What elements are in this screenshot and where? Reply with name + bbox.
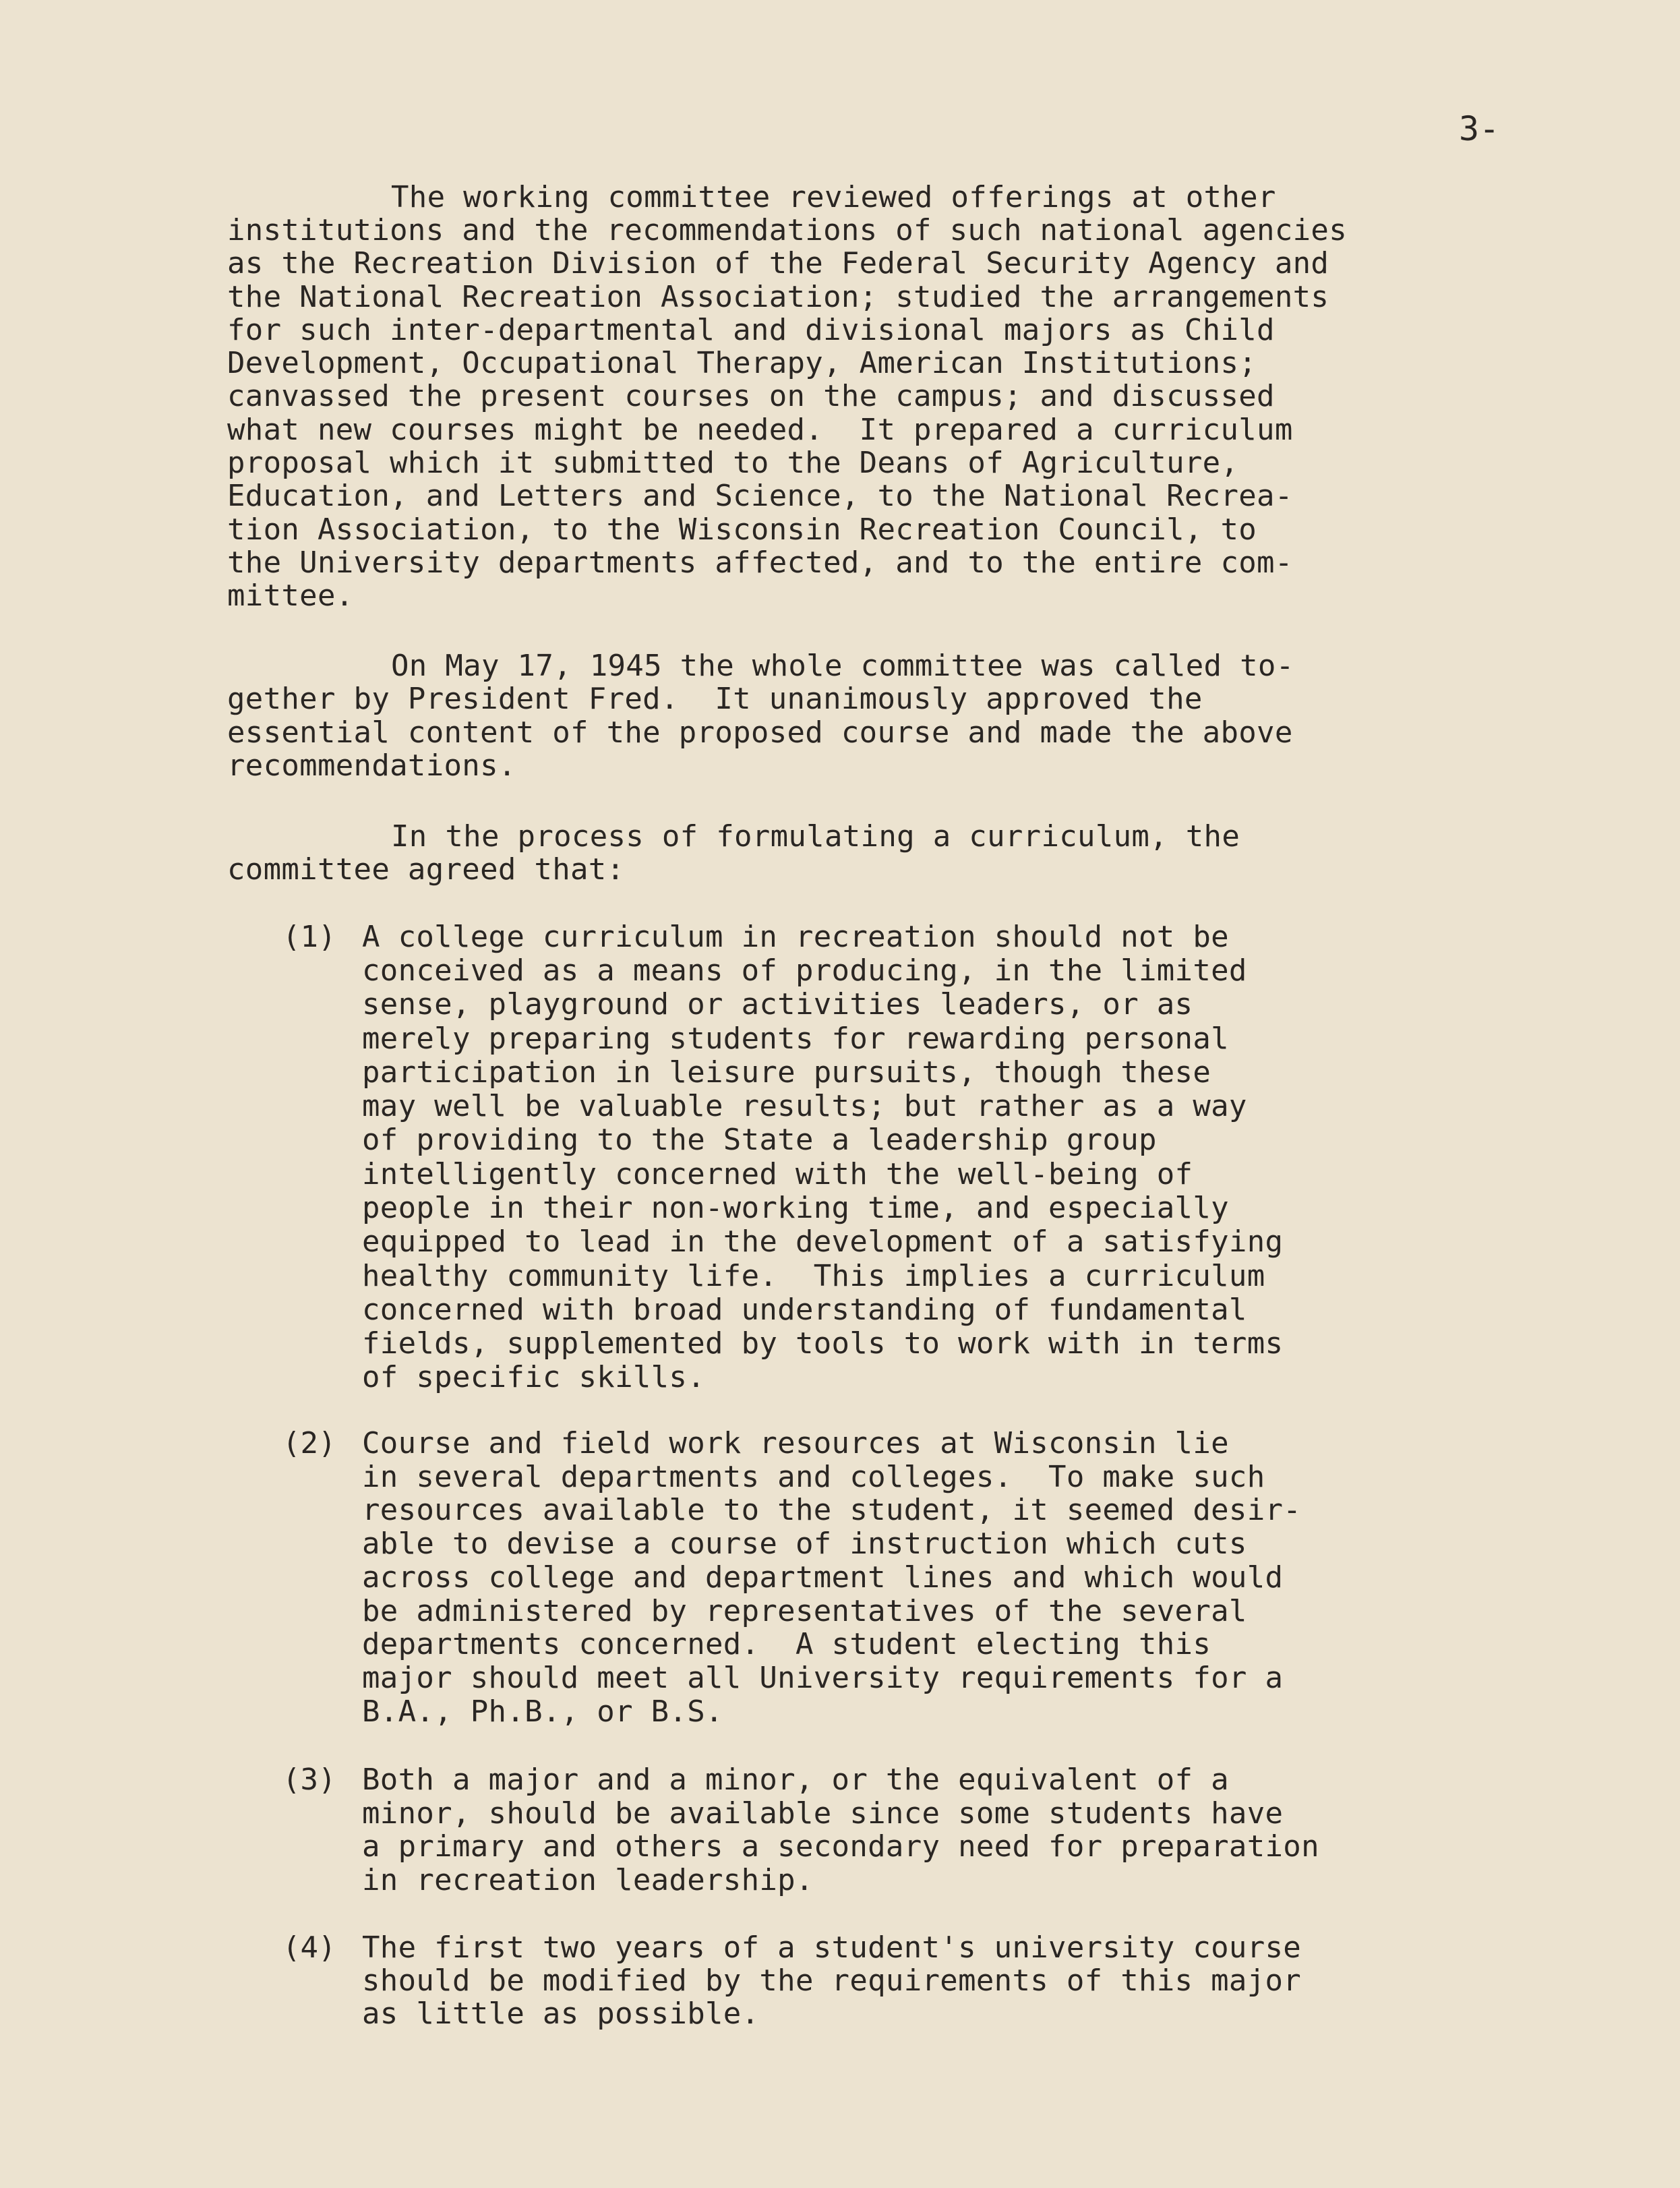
text-line: of specific skills. [362,1360,706,1394]
text-line: proposal which it submitted to the Deans of Agriculture, [227,446,1239,480]
text-line: tion Association, to the Wisconsin Recreation Council, to [227,512,1257,547]
text-line: a primary and others a secondary need for preparation [362,1829,1319,1864]
text-line: the National Recreation Association; studied the arrangements [227,280,1329,314]
text-line: The working committee reviewed offerings at other [391,180,1276,214]
text-line: institutions and the recommendations of such national agencies [227,213,1347,247]
text-line: committee agreed that: [227,852,625,887]
text-line: for such inter-departmental and divisional majors as Child [227,313,1275,347]
text-line: minor, should be available since some students have [362,1796,1284,1831]
text-line: Course and field work resources at Wisconsin lie [362,1426,1229,1460]
text-line: healthy community life. This implies a curriculum [362,1259,1265,1293]
text-line: able to devise a course of instruction which cuts [362,1527,1247,1561]
list-marker: (3) [282,1763,336,1797]
text-line: canvassed the present courses on the campus; and discussed [227,379,1275,413]
text-line: be administered by representatives of the several [362,1594,1247,1628]
list-marker: (4) [282,1930,336,1965]
text-line: intelligently concerned with the well-being of [362,1157,1193,1191]
text-line: Both a major and a minor, or the equivalent of a [362,1763,1229,1797]
text-line: the University departments affected, and to the entire com- [227,545,1293,580]
text-line: mittee. [227,579,354,613]
text-line: essential content of the proposed course and made the above [227,715,1293,750]
text-line: conceived as a means of producing, in the limited [362,953,1247,988]
list-marker: (2) [282,1426,336,1460]
text-line: fields, supplemented by tools to work with in terms [362,1326,1284,1361]
text-line: Education, and Letters and Science, to the National Recrea- [227,479,1293,513]
text-line: sense, playground or activities leaders, or as [362,987,1193,1022]
text-line: as the Recreation Division of the Federal Security Agency and [227,246,1329,280]
text-line: A college curriculum in recreation should not be [362,920,1229,954]
text-line: recommendations. [227,748,516,783]
text-line: people in their non-working time, and especially [362,1191,1229,1225]
text-line: merely preparing students for rewarding personal [362,1022,1229,1056]
text-line: B.A., Ph.B., or B.S. [362,1694,723,1729]
text-line: resources available to the student, it seemed desir- [362,1493,1302,1527]
text-line: should be modified by the requirements of this major [362,1963,1302,1998]
text-line: The first two years of a student's university course [362,1930,1302,1965]
text-line: On May 17, 1945 the whole committee was called to- [391,649,1294,683]
text-line: Development, Occupational Therapy, American Institutions; [227,346,1257,380]
text-line: equipped to lead in the development of a satisfying [362,1224,1284,1259]
text-line: participation in leisure pursuits, though these [362,1055,1211,1090]
text-line: may well be valuable results; but rather as a way [362,1089,1247,1123]
list-marker: (1) [282,920,336,954]
text-line: in several departments and colleges. To make such [362,1460,1265,1494]
text-line: major should meet all University requirements for a [362,1661,1284,1695]
text-line: departments concerned. A student electing this [362,1627,1211,1661]
text-line: what new courses might be needed. It prepared a curriculum [227,413,1293,447]
text-line: across college and department lines and which would [362,1560,1284,1595]
page-number: 3- [1459,109,1500,148]
text-line: In the process of formulating a curriculum, the [391,819,1240,854]
text-line: as little as possible. [362,1997,760,2031]
text-line: of providing to the State a leadership group [362,1123,1157,1157]
text-line: concerned with broad understanding of fundamental [362,1293,1247,1327]
text-line: in recreation leadership. [362,1863,814,1897]
text-line: gether by President Fred. It unanimously approved the [227,682,1203,716]
